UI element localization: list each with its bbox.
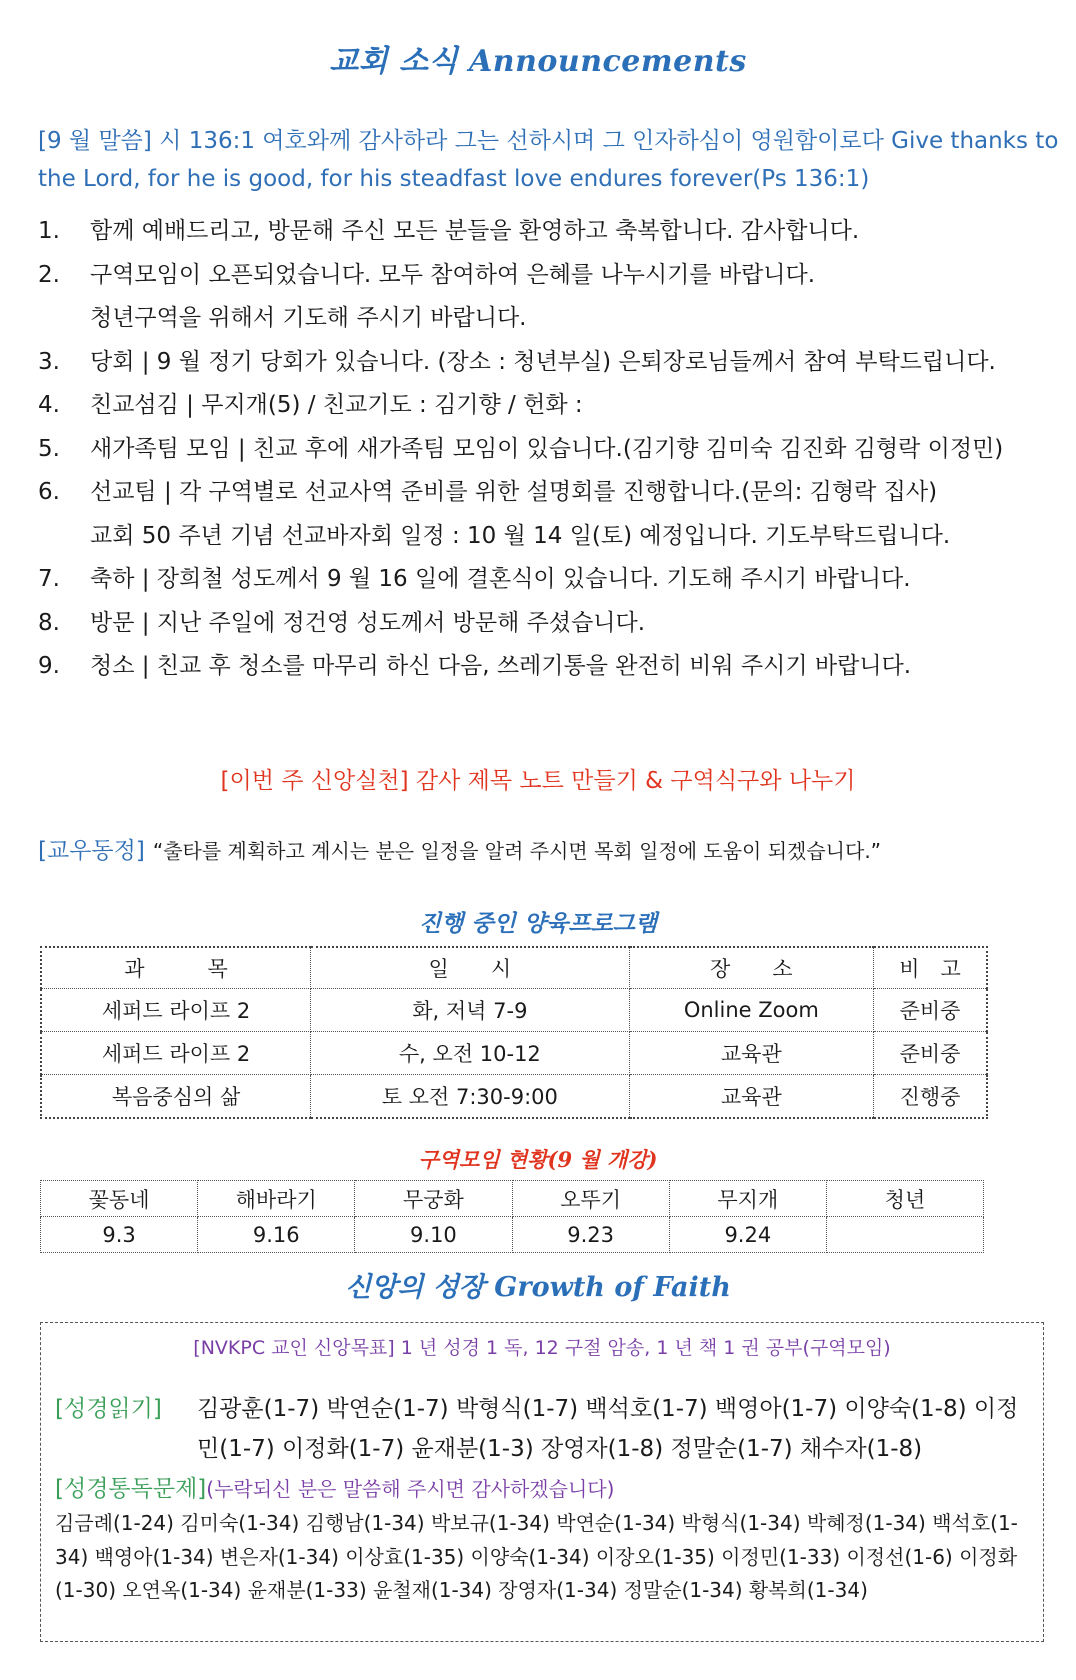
- cell-group-name: 청년: [826, 1181, 983, 1217]
- cell-group-date: 9.10: [355, 1217, 512, 1253]
- header-cell: 비 고: [874, 947, 987, 989]
- bible-quiz-names: 김금례(1-24) 김미숙(1-34) 김행남(1-34) 박보규(1-34) 박연순(1-34) 박형식(1-34) 박혜정(1-34) 백석호(1-34) 백영아(1-34) 변은자(1-34) 이상효(1-35) 이양숙(1-34) 이장오(1-35) 이정민(1-33) 이정선(1-6) 이정화 (1-30) 오연옥(1-34) 윤재분(1-33) 윤철재(1-34) 장영자(1-34) 정말순(1-34) 황복희(1-34): [55, 1511, 1018, 1602]
- bible-quiz-label: [성경통독문제]: [55, 1476, 207, 1502]
- bible-quiz-note: (누락되신 분은 말씀해 주시면 감사하겠습니다): [206, 1477, 615, 1501]
- list-item: [38, 645, 1068, 689]
- item-number: 7.: [38, 566, 60, 592]
- table-row: [41, 989, 987, 1032]
- table-cell: 준비중: [874, 1032, 987, 1075]
- item-text: 선교팀 | 각 구역별로 선교사역 준비를 위한 설명회를 진행합니다.(문의: 김형락 집사): [90, 479, 938, 505]
- cell-group-name: 무궁화: [355, 1181, 512, 1217]
- cell-group-name: 오뚜기: [512, 1181, 669, 1217]
- item-number: 9.: [38, 653, 60, 679]
- header-cell: 과 목: [41, 947, 311, 989]
- cell-group-table: [40, 1180, 984, 1253]
- item-text: 방문 | 지난 주일에 정건영 성도께서 방문해 주셨습니다.: [90, 609, 646, 636]
- announcement-list: [38, 210, 1068, 689]
- item-subtext: 교회 50 주년 기념 선교바자회 일정 : 10 월 14 일(토) 예정입니다. 기도부탁드립니다.: [90, 522, 951, 549]
- item-text: 당회 | 9 월 정기 당회가 있습니다. (장소 : 청년부실) 은퇴장로님들께서 참여 부탁드립니다.: [90, 348, 996, 375]
- monthly-verse: [9 월 말씀] 시 136:1 여호와께 감사하라 그는 선하시며 그 인자하심이 영원함이로다 Give thanks to the Lord, for he is good, for his steadfast love endures forever(Ps 136:1): [38, 128, 1059, 192]
- member-news-label: [교우동정]: [38, 838, 145, 864]
- faith-growth-box: [40, 1322, 1044, 1642]
- page-title: 교회 소식 Announcements: [329, 44, 747, 79]
- bible-reading: [55, 1389, 1035, 1469]
- faith-practice-heading: [이번 주 신앙실천] 감사 제목 노트 만들기 & 구역식구와 나누기: [220, 768, 856, 794]
- table-cell: 세퍼드 라이프 2: [41, 1032, 311, 1075]
- table-cell: 교육관: [629, 1075, 873, 1119]
- item-text: 친교섬김 | 무지개(5) / 친교기도 : 김기향 / 헌화 :: [90, 392, 583, 418]
- table-row: [41, 1217, 984, 1253]
- item-number: 8.: [38, 609, 60, 636]
- cell-group-date: 9.23: [512, 1217, 669, 1253]
- table-header-row: [41, 947, 987, 989]
- list-item: [38, 210, 1068, 254]
- table-cell: Online Zoom: [629, 989, 873, 1032]
- cell-group-name: 무지개: [669, 1181, 826, 1217]
- table-header-row: [41, 1181, 984, 1217]
- list-item: [38, 471, 1068, 558]
- item-text: 청소 | 친교 후 청소를 마무리 하신 다음, 쓰레기통을 완전히 비워 주시기 바랍니다.: [90, 653, 912, 679]
- faith-goal: [NVKPC 교인 신앙목표] 1 년 성경 1 독, 12 구절 암송, 1 년 책 1 권 공부(구역모임): [193, 1337, 891, 1359]
- cell-group-date: [826, 1217, 983, 1253]
- member-news-text: “출타를 계획하고 계시는 분은 일정을 알려 주시면 목회 일정에 도움이 되겠습니다.”: [152, 839, 882, 863]
- item-text: 새가족팀 모임 | 친교 후에 새가족팀 모임이 있습니다.(김기향 김미숙 김진화 김형락 이정민): [90, 435, 1004, 462]
- header-cell: 일 시: [311, 947, 629, 989]
- table-cell: 세퍼드 라이프 2: [41, 989, 311, 1032]
- item-number: 6.: [38, 479, 60, 505]
- table-cell: 진행중: [874, 1075, 987, 1119]
- table-cell: 수, 오전 10-12: [311, 1032, 629, 1075]
- item-text: 축하 | 장희철 성도께서 9 월 16 일에 결혼식이 있습니다. 기도해 주시기 바랍니다.: [90, 566, 911, 592]
- faith-growth-title: 신앙의 성장 Growth of Faith: [345, 1272, 731, 1303]
- list-item: [38, 384, 1068, 428]
- table-cell: 복음중심의 삶: [41, 1075, 311, 1119]
- list-item: [38, 254, 1068, 341]
- table-row: [41, 1075, 987, 1119]
- cell-group-title: 구역모임 현황(9 월 개강): [418, 1147, 658, 1172]
- item-subtext: 청년구역을 위해서 기도해 주시기 바랍니다.: [90, 305, 527, 331]
- table-cell: 교육관: [629, 1032, 873, 1075]
- cell-group-name: 해바라기: [198, 1181, 355, 1217]
- list-item: [38, 558, 1068, 602]
- item-number: 4.: [38, 392, 60, 418]
- cell-group-date: 9.16: [198, 1217, 355, 1253]
- cell-group-date: 9.24: [669, 1217, 826, 1253]
- bible-reading-label: [성경읽기]: [55, 1396, 162, 1422]
- item-text: 구역모임이 오픈되었습니다. 모두 참여하여 은혜를 나누시기를 바랍니다.: [90, 261, 816, 288]
- table-cell: 화, 저녁 7-9: [311, 989, 629, 1032]
- program-title: 진행 중인 양육프로그램: [418, 910, 658, 937]
- member-news: [38, 832, 1068, 865]
- header-cell: 장 소: [629, 947, 873, 989]
- cell-group-name: 꽃동네: [41, 1181, 198, 1217]
- table-cell: 토 오전 7:30-9:00: [311, 1075, 629, 1119]
- list-item: [38, 428, 1068, 472]
- table-row: [41, 1032, 987, 1075]
- program-table: [40, 946, 988, 1119]
- item-text: 함께 예배드리고, 방문해 주신 모든 분들을 환영하고 축복합니다. 감사합니다.: [90, 218, 860, 244]
- bible-reading-names: 김광훈(1-7) 박연순(1-7) 박형식(1-7) 백석호(1-7) 백영아(1-7) 이양숙(1-8) 이정민(1-7) 이정화(1-7) 윤재분(1-3) 장영자(1-8) 정말순(1-7) 채수자(1-8): [197, 1396, 1019, 1462]
- bible-quiz-heading: [55, 1470, 614, 1503]
- table-cell: 준비중: [874, 989, 987, 1032]
- list-item: [38, 341, 1068, 385]
- cell-group-date: 9.3: [41, 1217, 198, 1253]
- item-number: 5.: [38, 435, 60, 462]
- item-number: 2.: [38, 261, 60, 288]
- list-item: [38, 602, 1068, 646]
- item-number: 3.: [38, 348, 60, 375]
- item-number: 1.: [38, 218, 60, 244]
